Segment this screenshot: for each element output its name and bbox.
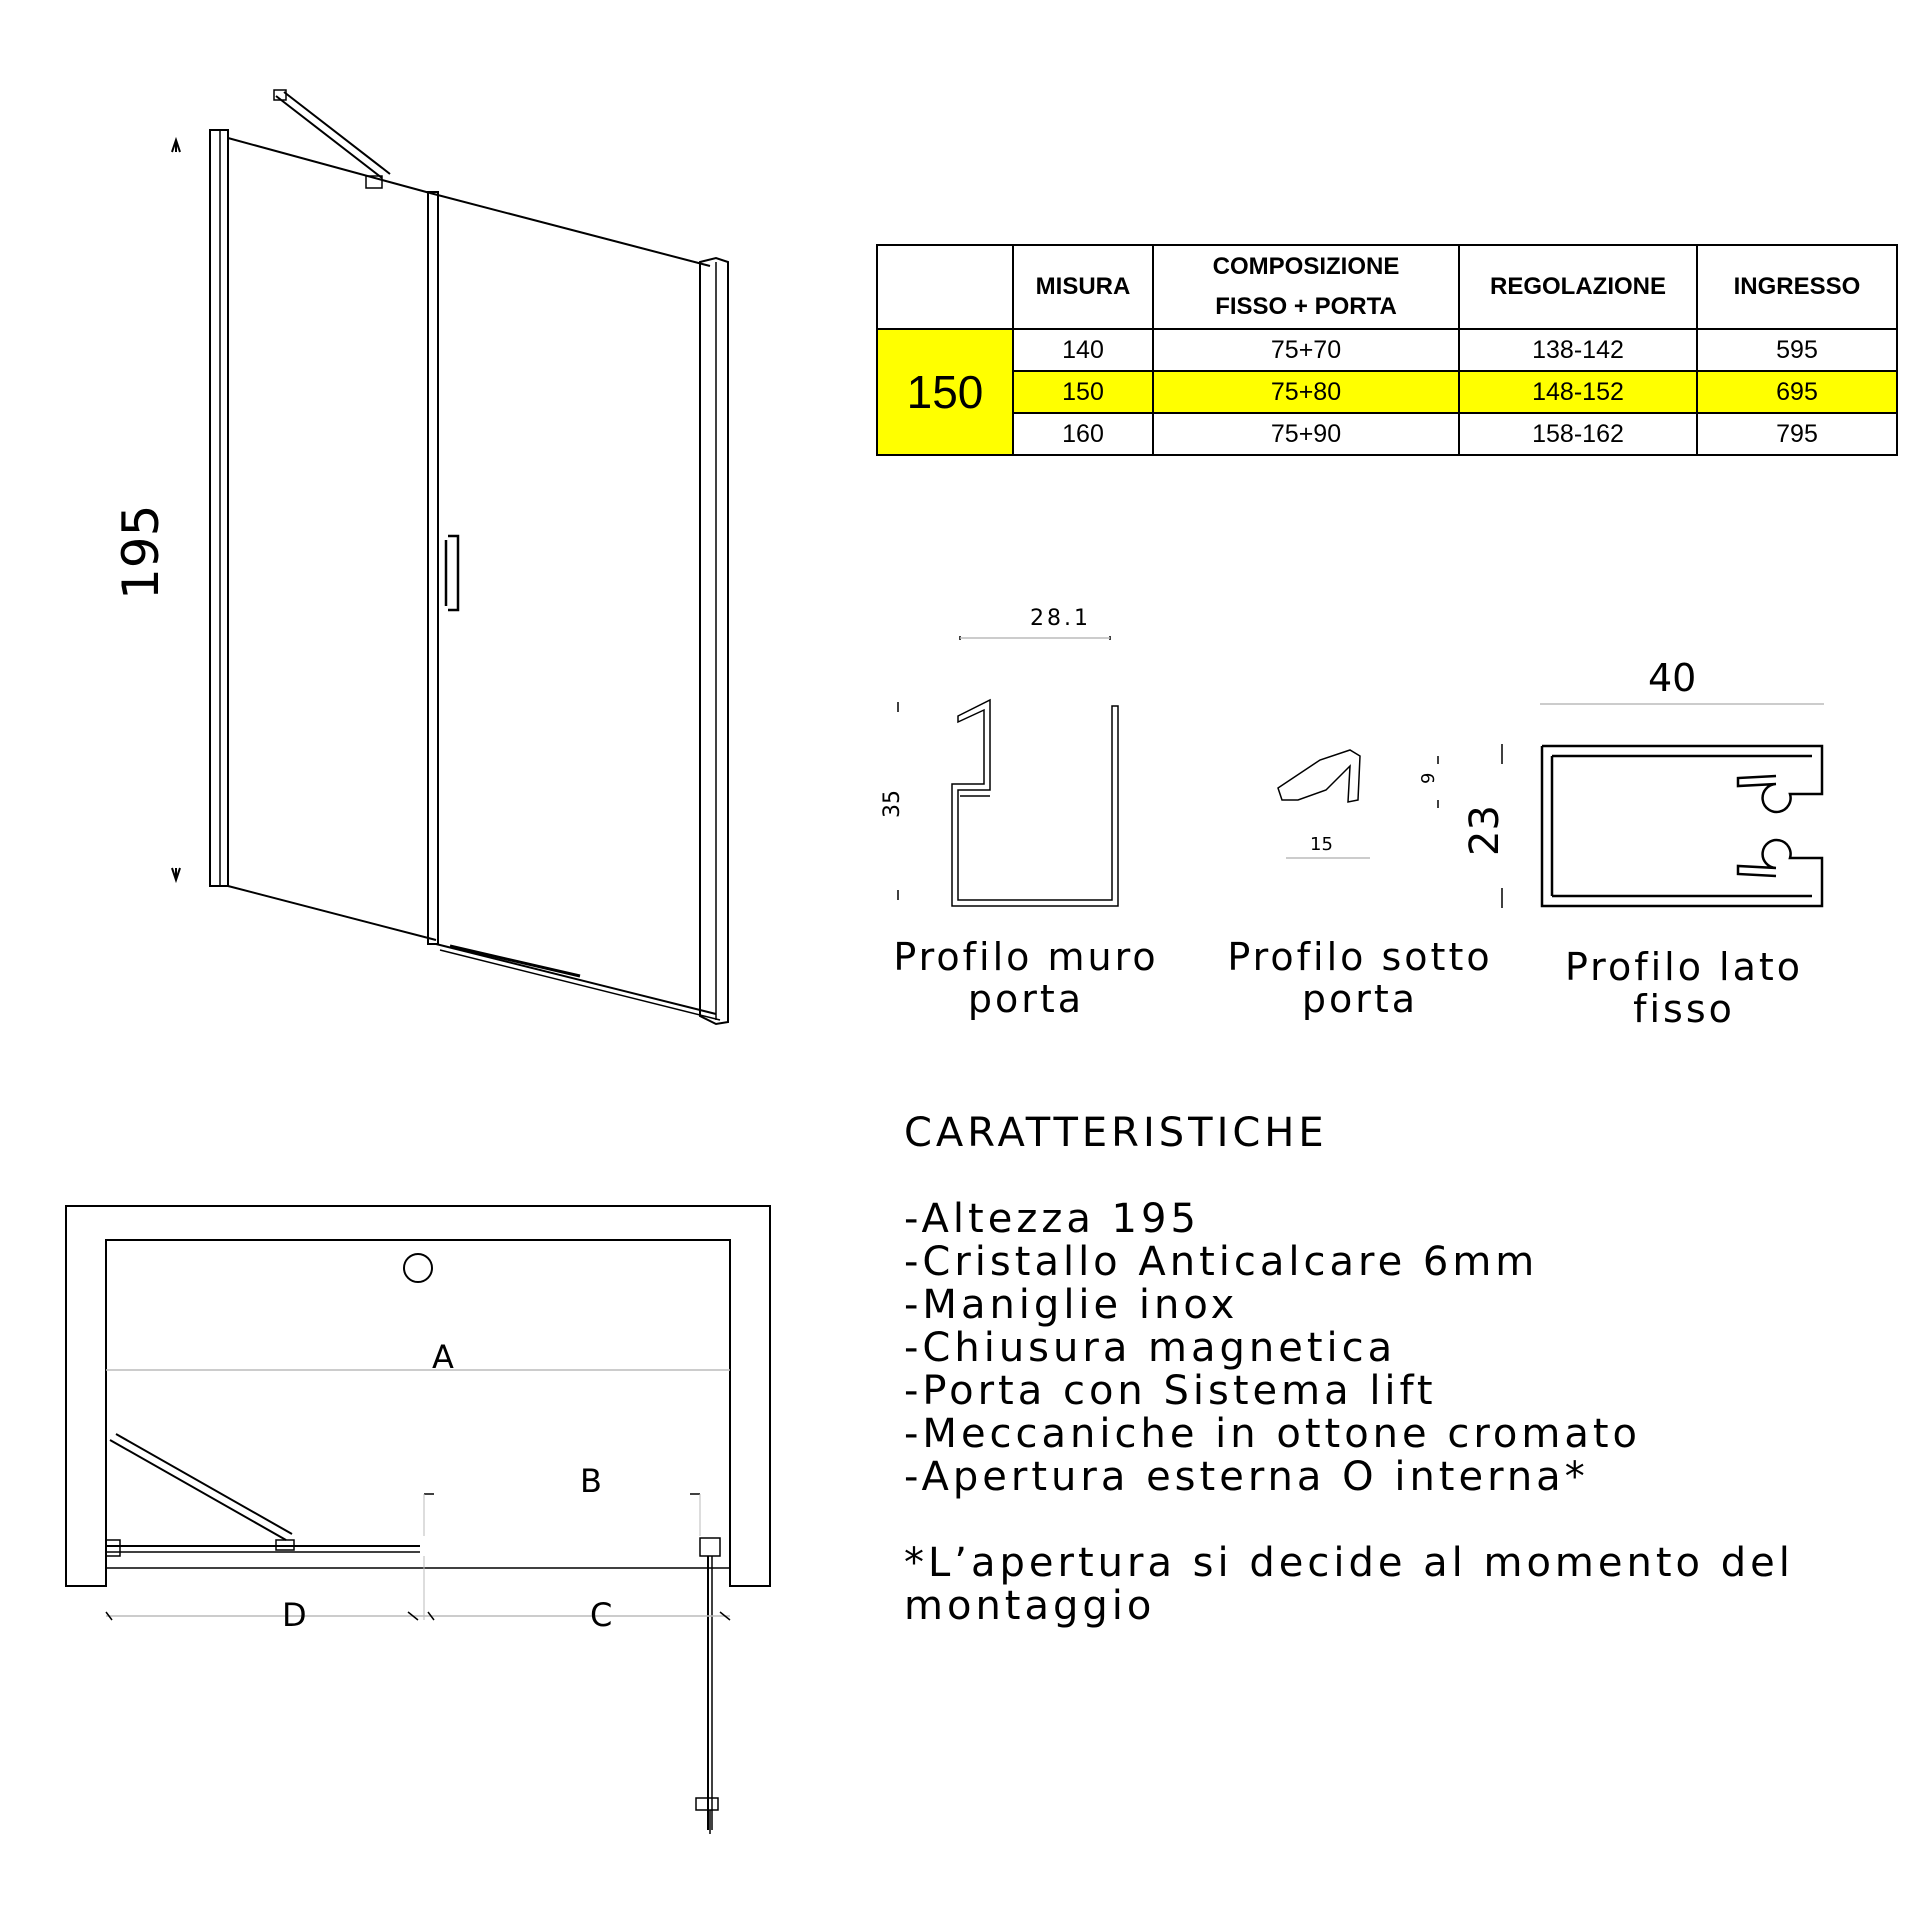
profile-lato-fisso-line1: Profilo lato: [1564, 945, 1804, 989]
profile-muro-porta-label: [876, 936, 1176, 1020]
table-cell: 595: [1697, 329, 1897, 371]
table-row: [877, 329, 1897, 371]
feature-item: -Apertura esterna O interna*: [904, 1454, 1589, 1500]
profile-sotto-porta-label: [1210, 936, 1510, 1020]
table-header-ingresso: INGRESSO: [1697, 245, 1897, 329]
table-cell: 695: [1697, 371, 1897, 413]
plan-label-b: B: [580, 1462, 602, 1500]
profile-lato-fisso-drawing: [1502, 704, 1824, 908]
profile-muro-height-label: 35: [880, 790, 905, 818]
table-header-composizione-line1: COMPOSIZIONE: [1212, 253, 1400, 280]
profile-sotto-width-label: 15: [1310, 834, 1333, 855]
table-size-cell: 150: [877, 329, 1013, 455]
feature-item: -Meccaniche in ottone cromato: [904, 1411, 1642, 1457]
table-cell: 158-162: [1459, 413, 1697, 455]
size-table: [876, 244, 1898, 456]
table-cell: 150: [1013, 371, 1153, 413]
profile-sotto-porta-line2: porta: [1301, 977, 1419, 1021]
table-cell: 148-152: [1459, 371, 1697, 413]
feature-item: -Porta con Sistema lift: [904, 1368, 1437, 1414]
feature-item: -Maniglie inox: [904, 1282, 1239, 1328]
profile-sotto-porta-line1: Profilo sotto: [1227, 935, 1493, 979]
profile-lato-width-label: 40: [1648, 656, 1697, 700]
table-header-blank: [877, 245, 1013, 329]
plan-label-d: D: [282, 1596, 307, 1634]
table-header-misura: MISURA: [1013, 245, 1153, 329]
table-header-composizione: [1153, 245, 1459, 329]
table-header-regolazione: REGOLAZIONE: [1459, 245, 1697, 329]
features-note-line2: montaggio: [904, 1583, 1156, 1629]
feature-item: -Cristallo Anticalcare 6mm: [904, 1239, 1539, 1285]
plan-view: [66, 1206, 770, 1834]
door-height-label: 195: [112, 504, 170, 600]
profile-muro-porta-line1: Profilo muro: [893, 935, 1159, 979]
table-header-composizione-line2: FISSO + PORTA: [1215, 293, 1397, 320]
profile-sotto-porta-drawing: [1278, 750, 1438, 858]
plan-label-a: A: [432, 1338, 454, 1376]
door-elevation: [172, 90, 728, 1024]
features-title: CARATTERISTICHE: [904, 1110, 1328, 1156]
table-cell: 75+90: [1153, 413, 1459, 455]
feature-item: -Altezza 195: [904, 1196, 1200, 1242]
profile-muro-porta-line2: porta: [967, 977, 1085, 1021]
profile-lato-fisso-label: [1536, 946, 1832, 1030]
profile-lato-height-label: 23: [1462, 805, 1508, 856]
profile-lato-fisso-line2: fisso: [1633, 987, 1735, 1031]
feature-item: -Chiusura magnetica: [904, 1325, 1397, 1371]
features-note: [904, 1542, 1794, 1628]
table-cell: 75+70: [1153, 329, 1459, 371]
table-row-highlighted: [877, 371, 1897, 413]
table-cell: 75+80: [1153, 371, 1459, 413]
table-cell: 138-142: [1459, 329, 1697, 371]
profile-muro-width-label: 28.1: [1030, 606, 1091, 631]
profile-muro-porta-drawing: [898, 636, 1118, 906]
table-header-row: [877, 245, 1897, 329]
features-list: [904, 1198, 1641, 1499]
plan-label-c: C: [590, 1596, 613, 1634]
table-cell: 160: [1013, 413, 1153, 455]
profile-sotto-height-label: 9: [1418, 772, 1439, 784]
table-cell: 795: [1697, 413, 1897, 455]
table-row: [877, 413, 1897, 455]
table-cell: 140: [1013, 329, 1153, 371]
features-note-line1: *L’apertura si decide al momento del: [904, 1540, 1794, 1586]
